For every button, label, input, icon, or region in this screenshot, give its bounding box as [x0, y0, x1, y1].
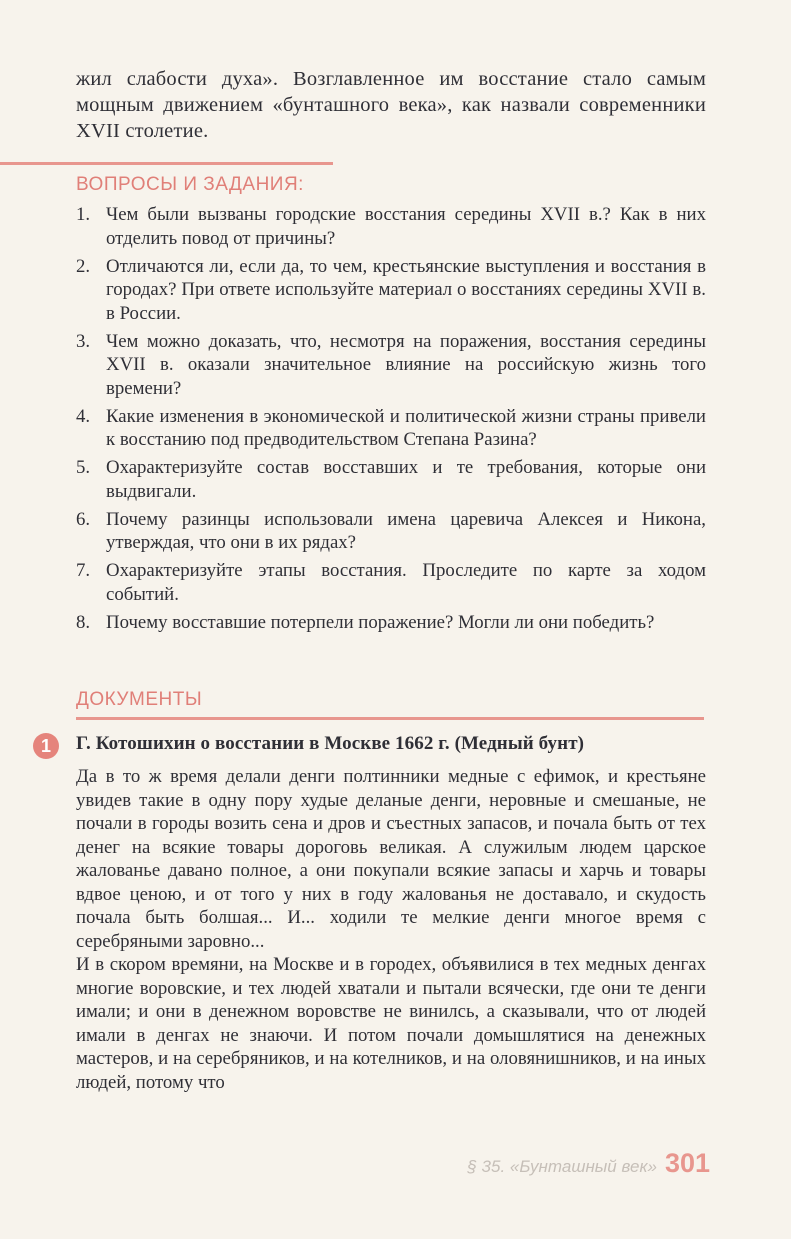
document-title: Г. Котошихин о восстании в Москве 1662 г. (Медный бунт): [76, 733, 585, 754]
question-number: 2.: [76, 255, 91, 277]
page-number: 301: [664, 1148, 710, 1178]
question-item: [76, 405, 706, 452]
question-text: Охарактеризуйте этапы восстания. Проследите по карте за ходом событий.: [106, 560, 706, 605]
question-item: [76, 559, 706, 606]
question-number: 8.: [76, 611, 91, 633]
question-text: Почему разинцы использовали имена царевича Алексея и Никона, утверждая, что они в их рядах?: [106, 508, 706, 553]
question-number: 6.: [76, 508, 91, 530]
questions-list: [76, 203, 706, 639]
question-number: 3.: [76, 330, 91, 352]
question-number: 1.: [76, 204, 91, 225]
question-text: Почему восставшие потерпели поражение? Могли ли они победить?: [106, 611, 655, 633]
question-text: Чем были вызваны городские восстания середины XVII в.? Как в них отделить повод от причины?: [106, 204, 706, 249]
question-item: [76, 203, 706, 250]
question-text: Какие изменения в экономической и политической жизни страны привели к восстанию под предводительством Степана Разина?: [106, 405, 706, 450]
question-text: Чем можно доказать, что, несмотря на поражения, восстания середины XVII в. оказали значительное влияние на российскую жизнь того времени?: [106, 330, 706, 399]
question-item: [76, 611, 706, 635]
questions-heading: ВОПРОСЫ И ЗАДАНИЯ:: [76, 174, 304, 195]
document-paragraph: Да в то ж время делали денги полтинники медные с ефимок, и крестьяне увидев такие в одну пору худые деланые денги, неровные и смешаные, не почали в городы возить сена и дров и съестных запасов, и почала быть от тех денег на всякие товары дороговь великая. А служилым людем царское жалованье давано полное, а они покупали всякие запасы и харчь и товары вдвое ценою, и от того у них в году жалованья не доставало, и скудость почала быть болшая... И... ходили те мелкие денги многое время с серебряными заровно...: [76, 766, 706, 952]
question-item: [76, 330, 706, 401]
question-number: 4.: [76, 405, 91, 427]
document-paragraph: И в скором времяни, на Москве и в городех, объявилися в тех медных денгах многие воровские, и тех людей хватали и пытали всячески, где они те денги имали; и они в денежном воровстве не винилсь, а сказывали, что от людей имали в денгах не знаючи. И потом почали домышлятися на денежных мастеров, и на серебряников, и на котелников, и на оловянишников, и на иных людей, потому что: [76, 954, 706, 1093]
question-text: Отличаются ли, если да, то чем, крестьянские выступления и восстания в городах? При ответе используйте материал о восстаниях середины XVII в. в России.: [106, 255, 706, 324]
document-number-badge: 1: [33, 733, 59, 759]
question-number: 7.: [76, 560, 91, 581]
question-text: Охарактеризуйте состав восставших и те требования, которые они выдвигали.: [106, 457, 706, 502]
question-item: [76, 508, 706, 555]
running-footer-text: § 35. «Бунташный век»: [467, 1157, 657, 1176]
section-rule-top: [0, 162, 333, 165]
page-footer: [430, 1148, 710, 1179]
question-item: [76, 456, 706, 503]
intro-paragraph: жил слабости духа». Возглавленное им восстание стало самым мощным движением «бунташного века», как назвали современники XVII столетие.: [76, 68, 706, 142]
question-item: [76, 255, 706, 326]
document-body: [76, 765, 706, 1094]
documents-heading: ДОКУМЕНТЫ: [76, 689, 203, 710]
question-number: 5.: [76, 457, 91, 478]
documents-rule: [76, 717, 704, 720]
